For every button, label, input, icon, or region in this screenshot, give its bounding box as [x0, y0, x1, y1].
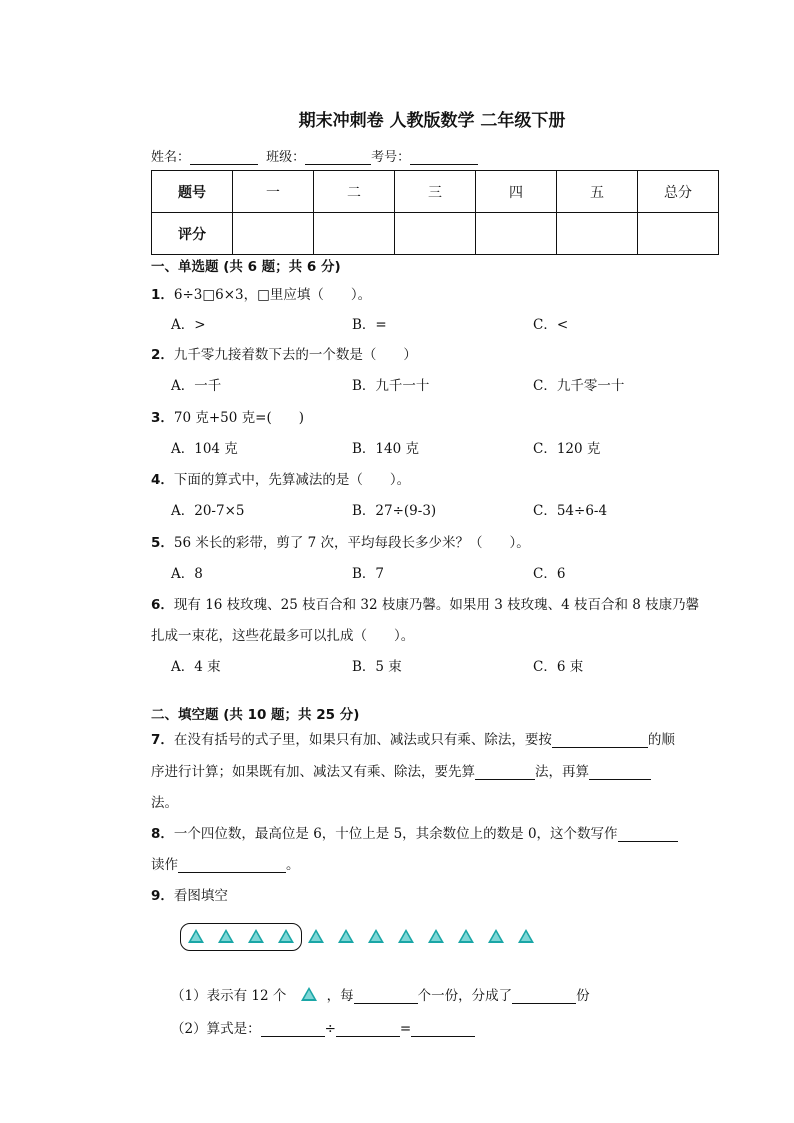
class-field[interactable] — [305, 150, 371, 165]
question-4 — [151, 468, 410, 488]
exam-number-field[interactable] — [410, 150, 478, 165]
option-b[interactable]: B．5 束 — [352, 659, 402, 675]
triangle-icon — [248, 929, 264, 943]
triangle-icon — [188, 929, 204, 943]
option-a[interactable]: A．4 束 — [171, 659, 221, 675]
question-text: 读作 — [151, 857, 178, 873]
student-info-line — [151, 146, 478, 165]
option-b[interactable]: B．= — [352, 317, 387, 333]
answer-blank[interactable] — [354, 989, 418, 1004]
question-text: （2）算式是： — [171, 1021, 261, 1037]
question-6 — [151, 593, 699, 613]
answer-blank[interactable] — [475, 765, 535, 780]
question-7-line-2 — [151, 760, 651, 780]
triangle-icon — [368, 929, 384, 943]
question-text: 一个四位数，最高位是 6，十位上是 5，其余数位上的数是 0，这个数写作 — [173, 826, 618, 842]
table-cell: 评分 — [152, 213, 233, 255]
question-6-line-2: 扎成一束花，这些花最多可以扎成（ ）。 — [151, 628, 415, 644]
option-c[interactable]: C．< — [533, 317, 569, 333]
class-label: 班级： — [266, 150, 306, 165]
option-a[interactable]: A．20-7×5 — [171, 503, 245, 519]
question-number: 5． — [151, 535, 174, 551]
option-c[interactable]: C．九千零一十 — [533, 378, 625, 394]
triangle-icon — [308, 929, 324, 943]
question-text: 看图填空 — [173, 888, 228, 904]
option-a[interactable]: A．一千 — [171, 378, 222, 394]
section-heading: 二、填空题 (共 10 题；共 25 分) — [151, 707, 360, 723]
table-cell: 总分 — [638, 171, 719, 213]
table-cell: 五 — [557, 171, 638, 213]
question-number: 9． — [151, 888, 174, 904]
question-text: 法，再算 — [535, 764, 589, 780]
question-number: 8． — [151, 826, 174, 842]
score-cell[interactable] — [395, 213, 476, 255]
triangle-icon — [488, 929, 504, 943]
question-number: 7． — [151, 732, 174, 748]
question-text: ÷ — [324, 1021, 336, 1037]
question-5 — [151, 531, 530, 551]
question-text: 。 — [286, 857, 300, 873]
answer-blank[interactable] — [336, 1022, 400, 1037]
question-text: ，每 — [326, 988, 354, 1004]
table-cell: 题号 — [152, 171, 233, 213]
question-9-part-2 — [171, 1017, 475, 1037]
question-text: 现有 16 枝玫瑰、25 枝百合和 32 枝康乃馨。如果用 3 枝玫瑰、4 枝百合和 8 枝康乃馨 — [173, 597, 700, 613]
triangle-icon — [278, 929, 294, 943]
question-2 — [151, 343, 417, 363]
triangle-icon — [301, 987, 317, 1001]
question-7-line-3: 法。 — [151, 795, 178, 811]
question-8 — [151, 822, 678, 842]
table-cell: 四 — [476, 171, 557, 213]
option-c[interactable]: C．6 — [533, 566, 566, 582]
answer-blank[interactable] — [552, 733, 648, 748]
question-8-line-2 — [151, 853, 300, 873]
table-cell: 三 — [395, 171, 476, 213]
name-label: 姓名： — [151, 150, 191, 165]
question-text: （1）表示有 12 个 — [171, 988, 287, 1004]
option-c[interactable]: C．54÷6-4 — [533, 503, 608, 519]
question-7 — [151, 728, 675, 748]
question-text: 九千零九接着数下去的一个数是（ ） — [173, 347, 417, 363]
option-b[interactable]: B．7 — [352, 566, 385, 582]
question-text: 6÷3□6×3，□里应填（ ）。 — [173, 287, 372, 303]
answer-blank[interactable] — [589, 765, 651, 780]
triangle-icon — [338, 929, 354, 943]
option-a[interactable]: A．104 克 — [171, 441, 238, 457]
question-number: 3． — [151, 410, 174, 426]
option-b[interactable]: B．九千一十 — [352, 378, 430, 394]
question-number: 4． — [151, 472, 174, 488]
option-b[interactable]: B．27÷(9-3) — [352, 503, 437, 519]
triangle-icon — [218, 929, 234, 943]
question-text: 56 米长的彩带，剪了 7 次，平均每段长多少米？（ ）。 — [173, 535, 530, 551]
option-a[interactable]: A．8 — [171, 566, 203, 582]
score-cell[interactable] — [638, 213, 719, 255]
question-text: 的顺 — [647, 732, 675, 748]
question-number: 6． — [151, 597, 174, 613]
option-c[interactable]: C．120 克 — [533, 441, 601, 457]
answer-blank[interactable] — [618, 827, 678, 842]
question-text: = — [399, 1021, 412, 1037]
score-table — [151, 170, 719, 255]
question-3 — [151, 406, 304, 426]
score-cell[interactable] — [476, 213, 557, 255]
triangle-icon — [398, 929, 414, 943]
triangle-icon — [518, 929, 534, 943]
question-number: 2． — [151, 347, 174, 363]
answer-blank[interactable] — [411, 1022, 475, 1037]
question-text: 在没有括号的式子里，如果只有加、减法或只有乘、除法，要按 — [173, 732, 552, 748]
option-c[interactable]: C．6 束 — [533, 659, 584, 675]
exam-number-label: 考号： — [371, 150, 411, 165]
score-cell[interactable] — [557, 213, 638, 255]
question-number: 1． — [151, 287, 174, 303]
question-9 — [151, 884, 228, 904]
question-text: 70 克+50 克=( ) — [173, 410, 305, 426]
table-row — [152, 171, 719, 213]
answer-blank[interactable] — [178, 858, 286, 873]
page-title: 期末冲刺卷 人教版数学 二年级下册 — [298, 111, 566, 131]
question-text: 个一份，分成了 — [417, 988, 513, 1004]
table-cell: 一 — [233, 171, 314, 213]
triangle-icon — [428, 929, 444, 943]
name-field[interactable] — [190, 150, 258, 165]
table-cell: 二 — [314, 171, 395, 213]
question-1 — [151, 283, 371, 303]
question-text: 下面的算式中，先算减法的是（ ）。 — [173, 472, 411, 488]
table-row — [152, 213, 719, 255]
section-heading: 一、单选题 (共 6 题；共 6 分) — [151, 259, 341, 275]
question-text: 份 — [576, 988, 590, 1004]
answer-blank[interactable] — [512, 989, 576, 1004]
question-9-part-1 — [171, 984, 590, 1004]
triangle-icon — [458, 929, 474, 943]
answer-blank[interactable] — [261, 1022, 325, 1037]
question-text: 序进行计算；如果既有加、减法又有乘、除法，要先算 — [151, 764, 475, 780]
score-cell[interactable] — [314, 213, 395, 255]
score-cell[interactable] — [233, 213, 314, 255]
option-b[interactable]: B．140 克 — [352, 441, 419, 457]
option-a[interactable]: A．> — [171, 317, 206, 333]
